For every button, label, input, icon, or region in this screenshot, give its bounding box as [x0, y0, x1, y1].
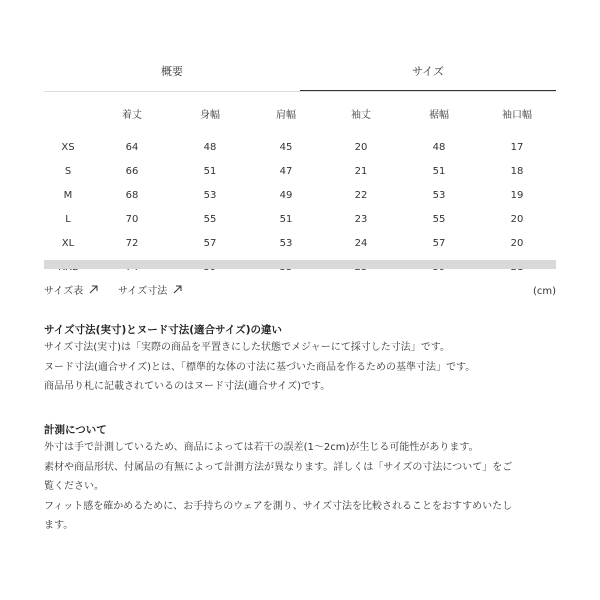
- size-difference-section: [44, 322, 559, 397]
- table-row: [44, 136, 556, 160]
- body-line: 外寸は手で計測しているため、商品によっては若干の誤差(1〜2cm)が生じる可能性があります。: [44, 442, 479, 453]
- section-body: [44, 338, 559, 397]
- body-line: 覧ください。: [44, 481, 104, 492]
- size-chart-label: サイズ表: [44, 286, 84, 297]
- body-line: 素材や商品形状、付属品の有無によって計測方法が異なります。詳しくは「サイズの寸法について」をご: [44, 461, 513, 473]
- header-cell-hem-width: 裾幅: [429, 110, 449, 121]
- cell-sleeve-length: 21: [354, 166, 368, 177]
- cell-cuff-width: 18: [510, 166, 524, 177]
- cell-cuff-width: 20: [510, 214, 524, 225]
- cell-shoulder-width: 53: [279, 238, 293, 249]
- section-body: [44, 438, 559, 536]
- body-line: 商品吊り札に記載されているのはヌード寸法(適合サイズ)です。: [44, 381, 331, 392]
- size-chart-link[interactable]: [44, 283, 98, 301]
- cell-sleeve-length: 20: [354, 142, 368, 153]
- tab-divider: [44, 91, 556, 92]
- section-title: サイズ寸法(実寸)とヌード寸法(適合サイズ)の違い: [44, 324, 283, 336]
- cell-body-width: 57: [203, 238, 217, 249]
- cell-hem-width: 48: [432, 142, 446, 153]
- cell-body-width: 53: [203, 190, 217, 201]
- header-cell-cuff-width: 袖口幅: [502, 110, 532, 121]
- cell-shoulder-width: 51: [279, 214, 293, 225]
- cell-hem-width: 51: [432, 166, 446, 177]
- section-title: 計測について: [44, 424, 107, 436]
- header-cell-length: 着丈: [122, 110, 142, 121]
- header-cell-sleeve-length: 袖丈: [351, 110, 371, 121]
- cell-size-label: L: [65, 214, 71, 225]
- cell-body-width: 51: [203, 166, 217, 177]
- cell-cuff-width: 17: [510, 142, 524, 153]
- arrow-up-right-icon: [173, 283, 182, 301]
- table-row: [44, 160, 556, 184]
- body-line: フィット感を確かめるために、お手持ちのウェアを測り、サイズ寸法を比較されることをおすすめいたし: [44, 500, 513, 512]
- size-dimensions-link[interactable]: [118, 283, 182, 301]
- body-line: ヌード寸法(適合サイズ)とは、「標準的な体の寸法に基づいた商品を作るための基準寸法」です。: [44, 361, 476, 373]
- cell-shoulder-width: 47: [279, 166, 293, 177]
- cell-hem-width: 53: [432, 190, 446, 201]
- horizontal-scrollbar[interactable]: [44, 260, 556, 269]
- cell-length: 68: [125, 190, 139, 201]
- cell-hem-width: 55: [432, 214, 446, 225]
- table-header-row: [44, 104, 556, 136]
- unit-label: (cm): [532, 286, 556, 297]
- tab-overview[interactable]: 概要: [161, 65, 183, 78]
- cell-size-label: M: [63, 190, 73, 201]
- size-dimensions-label: サイズ寸法: [118, 286, 168, 297]
- cell-sleeve-length: 23: [354, 214, 368, 225]
- body-line: サイズ寸法(実寸)は「実際の商品を平置きにした状態でメジャーにて採寸した寸法」です。: [44, 342, 451, 353]
- cell-shoulder-width: 45: [279, 142, 293, 153]
- cell-length: 66: [125, 166, 139, 177]
- scrollbar-thumb[interactable]: [44, 260, 556, 269]
- body-line: ます。: [44, 520, 74, 531]
- cell-shoulder-width: 49: [279, 190, 293, 201]
- arrow-up-right-icon: [89, 283, 98, 301]
- cell-length: 64: [125, 142, 139, 153]
- cell-size-label: S: [64, 166, 72, 177]
- cell-body-width: 48: [203, 142, 217, 153]
- cell-sleeve-length: 22: [354, 190, 368, 201]
- header-cell-body-width: 身幅: [200, 110, 220, 121]
- links-row: [44, 283, 556, 301]
- header-cell-shoulder-width: 肩幅: [276, 110, 296, 121]
- cell-size-label: XL: [61, 238, 75, 249]
- cell-cuff-width: 20: [510, 238, 524, 249]
- cell-length: 70: [125, 214, 139, 225]
- cell-length: 72: [125, 238, 139, 249]
- cell-body-width: 55: [203, 214, 217, 225]
- tab-bar: [44, 52, 556, 92]
- table-row: [44, 232, 556, 256]
- measurement-section: [44, 422, 559, 536]
- cell-sleeve-length: 24: [354, 238, 368, 249]
- cell-size-label: XS: [61, 142, 75, 153]
- cell-hem-width: 57: [432, 238, 446, 249]
- table-row: [44, 184, 556, 208]
- table-row: [44, 208, 556, 232]
- table-body: [44, 136, 556, 280]
- cell-cuff-width: 19: [510, 190, 524, 201]
- size-table: [44, 104, 556, 280]
- tab-size[interactable]: サイズ: [300, 52, 556, 92]
